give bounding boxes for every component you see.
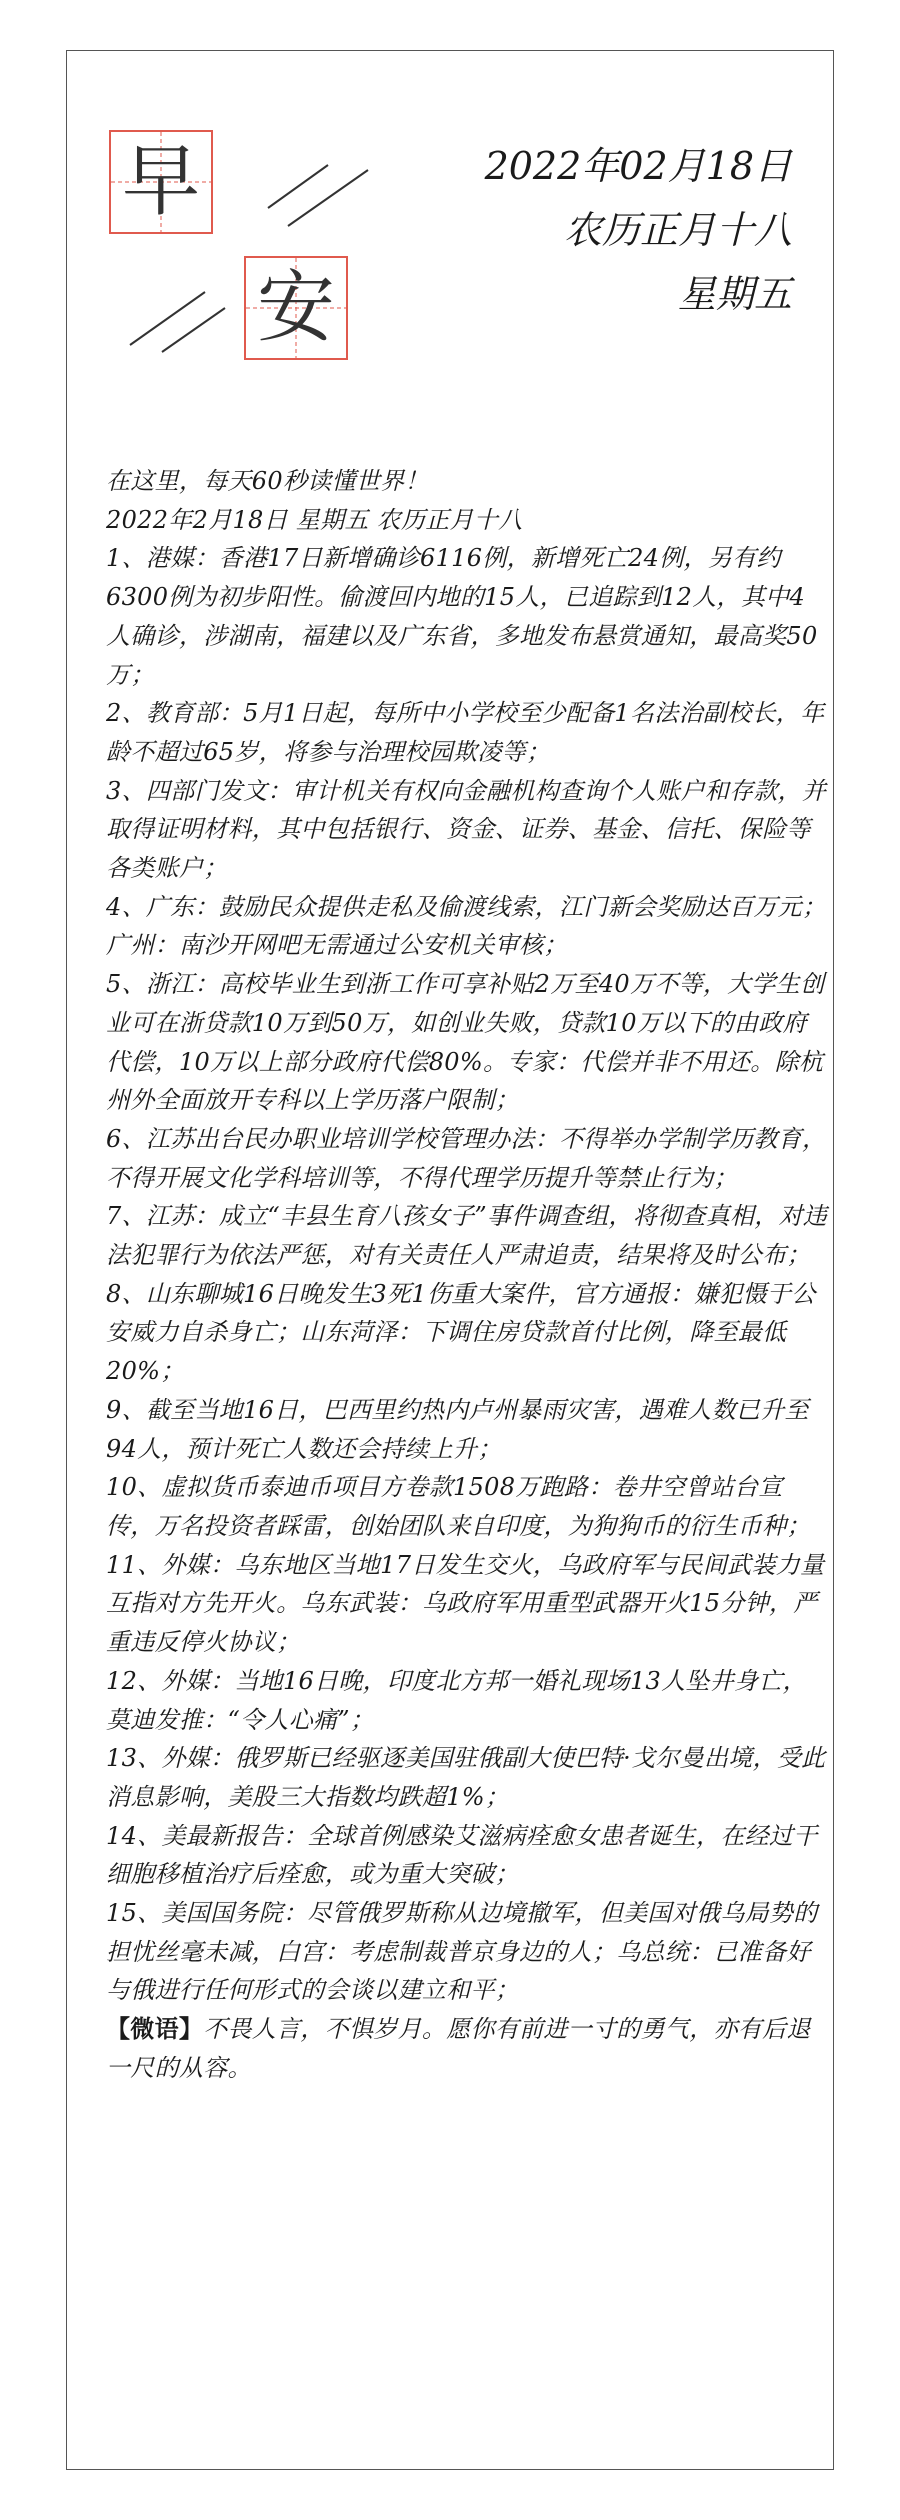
news-item: 9、截至当地16日，巴西里约热内卢州暴雨灾害，遇难人数已升至94人，预计死亡人数还会持续上升； — [106, 1395, 809, 1463]
slash-line — [130, 292, 205, 345]
greeting-char-zao: 早 — [121, 137, 200, 227]
news-item: 13、外媒：俄罗斯已经驱逐美国驻俄副大使巴特·戈尔曼出境，受此消息影响，美股三大指数均跌超1%； — [106, 1744, 826, 1811]
news-item: 8、山东聊城16日晚发生3死1伤重大案件，官方通报：嫌犯慑于公安威力自杀身亡；山东菏泽：下调住房贷款首付比例，降至最低20%； — [106, 1279, 816, 1386]
news-item: 14、美最新报告：全球首例感染艾滋病痊愈女患者诞生，在经过干细胞移植治疗后痊愈，或为重大突破； — [106, 1821, 818, 1889]
news-item: 11、外媒：乌东地区当地17日发生交火，乌政府军与民间武装力量互指对方先开火。乌东武装：乌政府军用重型武器开火15分钟，严重违反停火协议； — [106, 1550, 825, 1657]
news-item: 4、广东：鼓励民众提供走私及偷渡线索，江门新会奖励达百万元；广州：南沙开网吧无需通过公安机关审核； — [106, 892, 827, 960]
news-item: 7、江苏：成立“丰县生育八孩女子”事件调查组，将彻查真相，对违法犯罪行为依法严惩，对有关责任人严肃追责，结果将及时公布； — [106, 1202, 828, 1270]
greeting-grid-box-zao — [109, 130, 213, 234]
news-item: 15、美国国务院：尽管俄罗斯称从边境撤军，但美国对俄乌局势的担忧丝毫未减，白宫：考虑制裁普京身边的人；乌总统：已准备好与俄进行任何形式的会谈以建立和平； — [106, 1899, 818, 2005]
news-item: 1、港媒：香港17日新增确诊6116例，新增死亡24例，另有约6300例为初步阳性。偷渡回内地的15人，已追踪到12人，其中4人确诊，涉湖南，福建以及广东省，多地发布悬赏通知，最高奖50万； — [106, 544, 818, 689]
news-item: 5、浙江：高校毕业生到浙工作可享补贴2万至40万不等，大学生创业可在浙贷款10万到50万，如创业失败，贷款10万以下的由政府代偿，10万以上部分政府代偿80%。专家：代偿并非不用还。除杭州外全面放开专科以上学历落户限制； — [106, 970, 825, 1115]
news-item: 2、教育部：5月1日起，每所中小学校至少配备1名法治副校长，年龄不超过65岁，将参与治理校园欺凌等； — [106, 699, 825, 766]
slash-line — [268, 165, 328, 208]
news-item: 12、外媒：当地16日晚，印度北方邦一婚礼现场13人坠井身亡，莫迪发推：“令人心痛”； — [106, 1666, 807, 1734]
closing-label: 【微语】 — [106, 2014, 204, 2044]
news-item: 6、江苏出台民办职业培训学校管理办法：不得举办学制学历教育，不得开展文化学科培训等，不得代理学历提升等禁止行为； — [106, 1124, 827, 1192]
slash-line — [288, 170, 368, 226]
news-item: 3、四部门发文：审计机关有权向金融机构查询个人账户和存款，并取得证明材料，其中包括银行、资金、证券、基金、信托、保险等各类账户； — [106, 776, 827, 883]
news-content — [106, 462, 828, 2088]
closing-text: 不畏人言，不惧岁月。愿你有前进一寸的勇气，亦有后退一尺的从容。 — [106, 2015, 811, 2082]
greeting-grid-box-an — [244, 256, 348, 360]
weekday: 星期五 — [677, 272, 792, 316]
dateline: 2022年2月18日 星期五 农历正月十八 — [106, 505, 523, 534]
date-block — [485, 140, 792, 332]
gregorian-date: 2022年02月18日 — [484, 144, 792, 188]
tagline: 在这里，每天60秒读懂世界！ — [106, 467, 429, 495]
news-item: 10、虚拟货币泰迪币项目方卷款1508万跑路：卷井空曾站台宣传，万名投资者踩雷，创始团队来自印度，为狗狗币的衍生币种； — [106, 1473, 811, 1540]
lunar-date: 农历正月十八 — [563, 208, 792, 252]
greeting-char-an: 安 — [256, 263, 335, 353]
closing-quote — [106, 2010, 828, 2087]
